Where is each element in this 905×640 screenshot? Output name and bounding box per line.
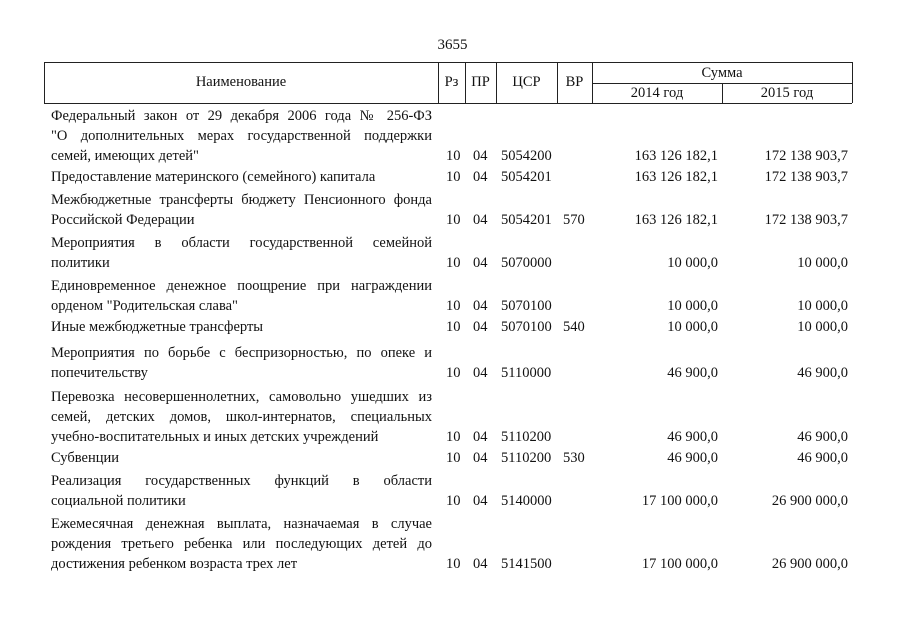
table-row	[0, 317, 905, 337]
row-name	[51, 276, 432, 316]
cell-csr: 5054201	[501, 212, 552, 228]
row-name-line: рождения третьего ребенка или последующих детей до	[51, 536, 432, 552]
table-row	[0, 448, 905, 468]
cell-rz: 10	[446, 169, 461, 185]
row-name-line: Ежемесячная денежная выплата, назначаемая в случае	[51, 516, 432, 532]
cell-sum-2015: 46 900,0	[797, 450, 848, 466]
cell-pr: 04	[473, 212, 488, 228]
table-row	[0, 514, 905, 574]
cell-sum-2014: 17 100 000,0	[641, 493, 718, 509]
cell-sum-2014: 46 900,0	[667, 429, 718, 445]
cell-sum-2015: 172 138 903,7	[764, 169, 848, 185]
row-name-line: политики	[51, 255, 110, 271]
row-name	[51, 448, 432, 468]
row-name	[51, 233, 432, 273]
cell-sum-2014: 163 126 182,1	[634, 148, 718, 164]
header-bottom-rule	[44, 103, 852, 104]
cell-vr: 570	[563, 212, 585, 228]
row-name-line: Российской Федерации	[51, 212, 195, 228]
row-name	[51, 514, 432, 574]
header-2014: 2014 год	[630, 85, 684, 101]
cell-rz: 10	[446, 319, 461, 335]
cell-sum-2014: 163 126 182,1	[634, 169, 718, 185]
cell-vr: 540	[563, 319, 585, 335]
cell-sum-2014: 17 100 000,0	[641, 556, 718, 572]
row-name	[51, 471, 432, 511]
cell-sum-2015: 172 138 903,7	[764, 148, 848, 164]
row-name-line: "О дополнительных мерах государственной поддержки	[51, 128, 432, 144]
cell-sum-2015: 10 000,0	[797, 298, 848, 314]
cell-pr: 04	[473, 493, 488, 509]
row-name-line: семей, имеющих детей"	[51, 148, 199, 164]
row-name-line: орденом "Родительская слава"	[51, 298, 238, 314]
row-name-line: Реализация государственных функций в области	[51, 473, 432, 489]
cell-sum-2014: 46 900,0	[667, 365, 718, 381]
table-row	[0, 343, 905, 383]
cell-csr: 5110200	[501, 450, 552, 466]
row-name-line: Мероприятия в области государственной семейной	[51, 235, 432, 251]
row-name-line: учебно-воспитательных и иных детских учреждений	[51, 429, 379, 445]
row-name	[51, 190, 432, 230]
row-name-line: Федеральный закон от 29 декабря 2006 года № 256-ФЗ	[51, 108, 432, 124]
cell-sum-2014: 46 900,0	[667, 450, 718, 466]
row-name-line: Мероприятия по борьбе с беспризорностью, по опеке и	[51, 345, 432, 361]
row-name-line: Предоставление материнского (семейного) капитала	[51, 169, 376, 185]
header-right-border	[852, 62, 853, 103]
cell-rz: 10	[446, 255, 461, 271]
cell-rz: 10	[446, 450, 461, 466]
row-name-line: Перевозка несовершеннолетних, самовольно ушедших из	[51, 389, 432, 405]
row-name-line: достижения ребенком возраста трех лет	[51, 556, 298, 572]
cell-csr: 5070100	[501, 319, 552, 335]
cell-csr: 5140000	[501, 493, 552, 509]
cell-csr: 5110200	[501, 429, 552, 445]
cell-sum-2015: 26 900 000,0	[771, 493, 848, 509]
row-name-line: попечительству	[51, 365, 148, 381]
header-top-rule	[44, 62, 852, 63]
cell-sum-2015: 172 138 903,7	[764, 212, 848, 228]
header-sum: Сумма	[701, 65, 743, 81]
row-name-line: Единовременное денежное поощрение при награждении	[51, 278, 432, 294]
cell-pr: 04	[473, 298, 488, 314]
cell-rz: 10	[446, 212, 461, 228]
cell-sum-2014: 163 126 182,1	[634, 212, 718, 228]
row-name-line: Иные межбюджетные трансферты	[51, 319, 264, 335]
table-row	[0, 167, 905, 187]
cell-csr: 5141500	[501, 556, 552, 572]
header-rz: Рз	[444, 74, 459, 90]
row-name	[51, 167, 432, 187]
table-row	[0, 190, 905, 230]
row-name	[51, 317, 432, 337]
table-row	[0, 276, 905, 316]
cell-sum-2015: 10 000,0	[797, 319, 848, 335]
cell-csr: 5110000	[501, 365, 552, 381]
row-name-line: социальной политики	[51, 493, 186, 509]
cell-rz: 10	[446, 365, 461, 381]
table-row	[0, 106, 905, 166]
header-csr: ЦСР	[512, 74, 541, 90]
row-name	[51, 387, 432, 447]
row-name	[51, 343, 432, 383]
cell-rz: 10	[446, 148, 461, 164]
cell-csr: 5070000	[501, 255, 552, 271]
cell-csr: 5054200	[501, 148, 552, 164]
table-row	[0, 387, 905, 447]
cell-sum-2015: 26 900 000,0	[771, 556, 848, 572]
cell-sum-2014: 10 000,0	[667, 255, 718, 271]
row-name-line: Межбюджетные трансферты бюджету Пенсионного фонда	[51, 192, 432, 208]
table-row	[0, 471, 905, 511]
header-pr: ПР	[471, 74, 490, 90]
cell-sum-2014: 10 000,0	[667, 319, 718, 335]
cell-pr: 04	[473, 169, 488, 185]
row-name	[51, 106, 432, 166]
cell-pr: 04	[473, 148, 488, 164]
cell-sum-2015: 46 900,0	[797, 429, 848, 445]
cell-pr: 04	[473, 319, 488, 335]
cell-pr: 04	[473, 255, 488, 271]
cell-vr: 530	[563, 450, 585, 466]
header-2015: 2015 год	[760, 85, 814, 101]
cell-rz: 10	[446, 298, 461, 314]
cell-rz: 10	[446, 429, 461, 445]
cell-pr: 04	[473, 365, 488, 381]
row-name-line: Субвенции	[51, 450, 119, 466]
header-name: Наименование	[195, 74, 287, 90]
cell-pr: 04	[473, 450, 488, 466]
cell-csr: 5054201	[501, 169, 552, 185]
cell-sum-2015: 10 000,0	[797, 255, 848, 271]
row-name-line: семей, детских домов, школ-интернатов, специальных	[51, 409, 432, 425]
page-number: 3655	[437, 37, 468, 53]
cell-rz: 10	[446, 556, 461, 572]
cell-sum-2015: 46 900,0	[797, 365, 848, 381]
cell-pr: 04	[473, 429, 488, 445]
cell-pr: 04	[473, 556, 488, 572]
header-vr: ВР	[565, 74, 584, 90]
table-row	[0, 233, 905, 273]
cell-csr: 5070100	[501, 298, 552, 314]
cell-sum-2014: 10 000,0	[667, 298, 718, 314]
cell-rz: 10	[446, 493, 461, 509]
